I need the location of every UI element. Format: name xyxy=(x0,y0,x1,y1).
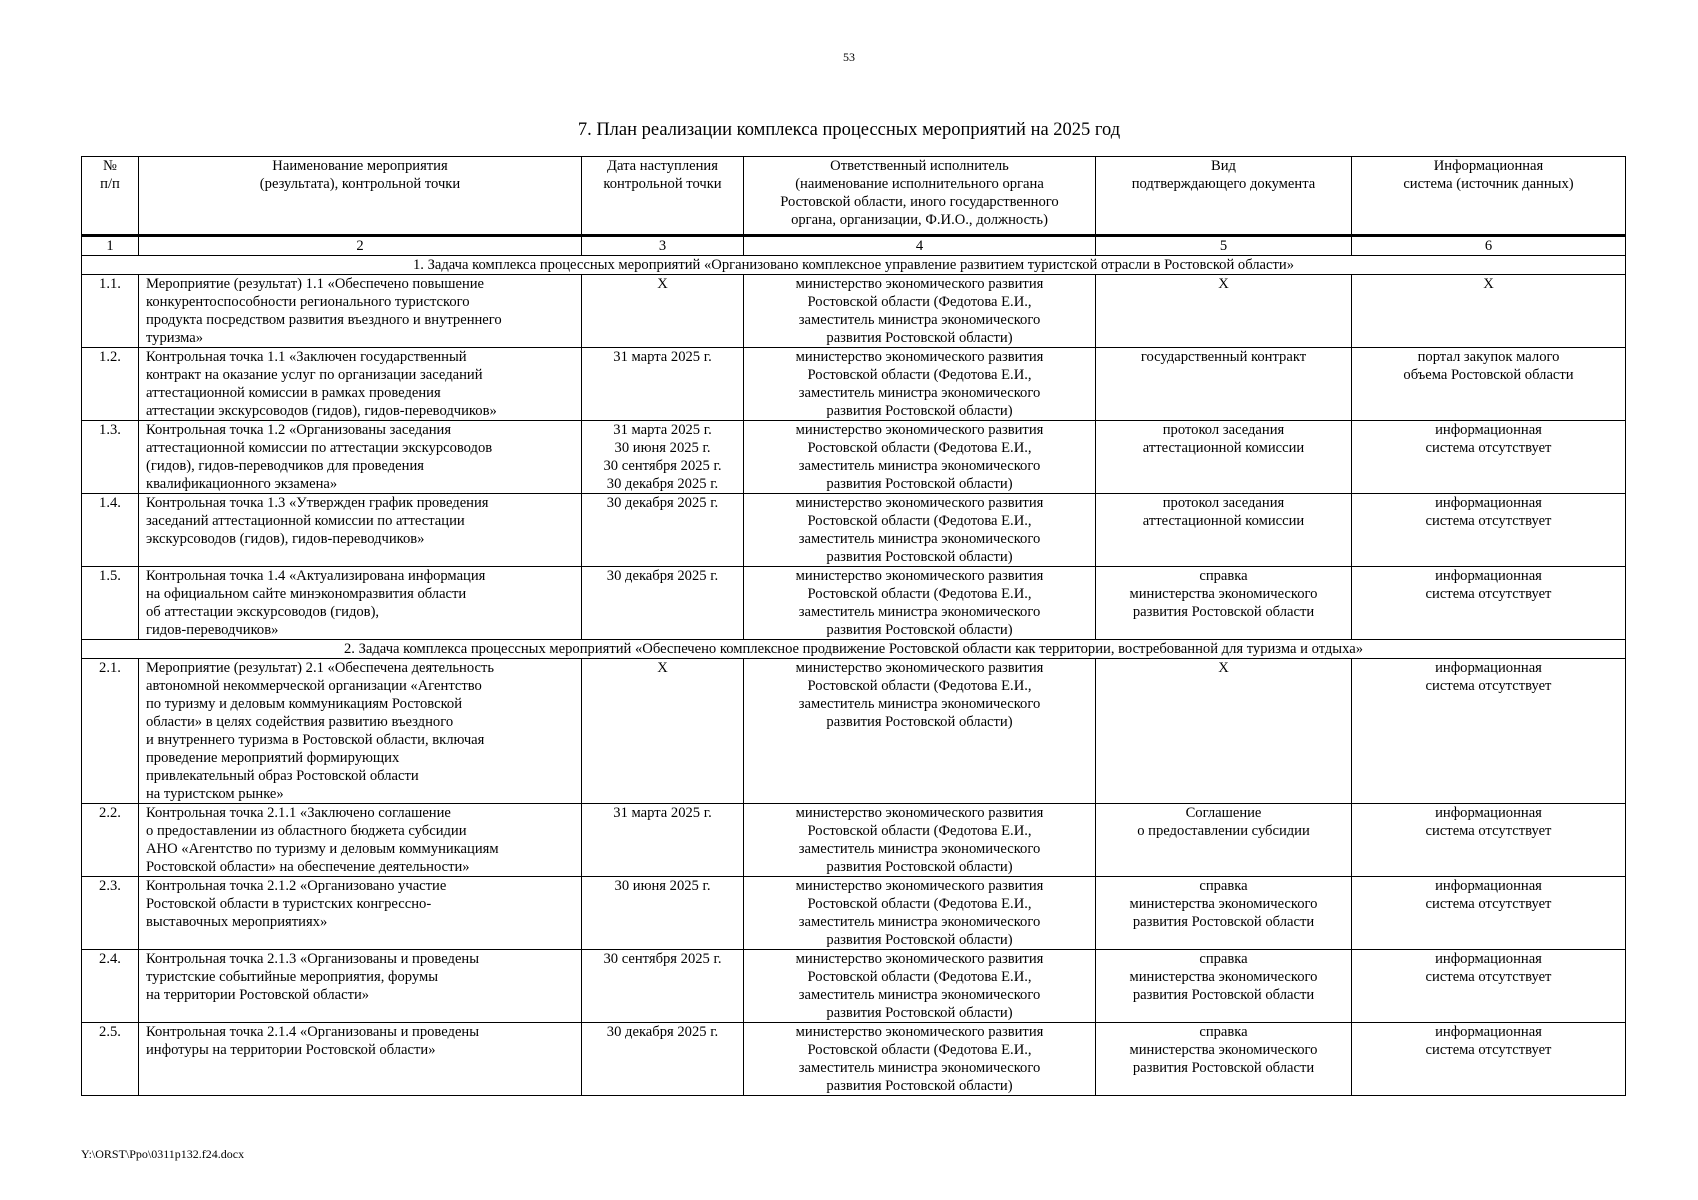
activity-name: Контрольная точка 1.1 «Заключен государственный контракт на оказание услуг по организации заседаний аттестационной комиссии в рамках проведения аттестации экскурсоводов (гидов), гидов-переводчиков» xyxy=(139,348,582,421)
activity-name: Мероприятие (результат) 2.1 «Обеспечена деятельность автономной некоммерческой организации «Агентство по туризму и деловым коммуникациям Ростовской области» в целях содействия развитию въездного и внутреннего туризма в Ростовской области, включая проведение мероприятий формирующих привлекательный образ Ростовской области на туристском рынке» xyxy=(139,659,582,804)
activity-name: Контрольная точка 1.4 «Актуализирована информация на официальном сайте минэкономразвития области об аттестации экскурсоводов (гидов), гидов-переводчиков» xyxy=(139,567,582,640)
column-number-row xyxy=(82,236,1626,256)
row-number: 2.2. xyxy=(82,804,139,877)
activity-name: Контрольная точка 2.1.2 «Организовано участие Ростовской области в туристских конгрессно- выставочных мероприятиях» xyxy=(139,877,582,950)
control-date: 31 марта 2025 г. xyxy=(582,804,744,877)
confirming-document: протокол заседания аттестационной комиссии xyxy=(1096,494,1352,567)
information-system: информационная система отсутствует xyxy=(1352,877,1626,950)
table-row xyxy=(82,950,1626,1023)
confirming-document: протокол заседания аттестационной комиссии xyxy=(1096,421,1352,494)
control-date: 30 декабря 2025 г. xyxy=(582,494,744,567)
responsible-executor: министерство экономического развития Ростовской области (Федотова Е.И., заместитель министра экономического развития Ростовской области) xyxy=(744,950,1096,1023)
footer-file-path: Y:\ORST\Ppo\0311p132.f24.docx xyxy=(81,1147,245,1161)
responsible-executor: министерство экономического развития Ростовской области (Федотова Е.И., заместитель министра экономического развития Ростовской области) xyxy=(744,804,1096,877)
confirming-document: X xyxy=(1096,275,1352,348)
column-header: Ответственный исполнитель (наименование исполнительного органа Ростовской области, иного государственного органа, организации, Ф.И.О., должность) xyxy=(744,157,1096,236)
confirming-document: государственный контракт xyxy=(1096,348,1352,421)
activity-name: Контрольная точка 2.1.4 «Организованы и проведены инфотуры на территории Ростовской области» xyxy=(139,1023,582,1096)
row-number: 2.4. xyxy=(82,950,139,1023)
document-title: 7. План реализации комплекса процессных мероприятий на 2025 год xyxy=(577,120,1121,140)
information-system: информационная система отсутствует xyxy=(1352,567,1626,640)
row-number: 1.1. xyxy=(82,275,139,348)
responsible-executor: министерство экономического развития Ростовской области (Федотова Е.И., заместитель министра экономического развития Ростовской области) xyxy=(744,567,1096,640)
information-system: информационная система отсутствует xyxy=(1352,659,1626,804)
table-row xyxy=(82,421,1626,494)
table-row xyxy=(82,1023,1626,1096)
control-date: 30 декабря 2025 г. xyxy=(582,567,744,640)
information-system: информационная система отсутствует xyxy=(1352,421,1626,494)
information-system: информационная система отсутствует xyxy=(1352,950,1626,1023)
activity-name: Контрольная точка 1.2 «Организованы заседания аттестационной комиссии по аттестации экскурсоводов (гидов), гидов-переводчиков для проведения квалификационного экзамена» xyxy=(139,421,582,494)
task-heading-row xyxy=(82,256,1626,275)
confirming-document: справка министерства экономического развития Ростовской области xyxy=(1096,877,1352,950)
plan-table-body xyxy=(82,157,1626,1096)
table-row xyxy=(82,348,1626,421)
column-header: Информационная система (источник данных) xyxy=(1352,157,1626,236)
column-number: 6 xyxy=(1352,236,1626,256)
column-number: 4 xyxy=(744,236,1096,256)
responsible-executor: министерство экономического развития Ростовской области (Федотова Е.И., заместитель министра экономического развития Ростовской области) xyxy=(744,659,1096,804)
task-heading-row xyxy=(82,640,1626,659)
row-number: 1.4. xyxy=(82,494,139,567)
control-date: 31 марта 2025 г. xyxy=(582,348,744,421)
confirming-document: справка министерства экономического развития Ростовской области xyxy=(1096,1023,1352,1096)
table-row xyxy=(82,275,1626,348)
information-system: X xyxy=(1352,275,1626,348)
page-number: 53 xyxy=(843,50,855,64)
confirming-document: справка министерства экономического развития Ростовской области xyxy=(1096,950,1352,1023)
task-heading: 2. Задача комплекса процессных мероприятий «Обеспечено комплексное продвижение Ростовской области как территории, востребованной для туризма и отдыха» xyxy=(82,640,1626,659)
responsible-executor: министерство экономического развития Ростовской области (Федотова Е.И., заместитель министра экономического развития Ростовской области) xyxy=(744,275,1096,348)
control-date: 31 марта 2025 г. 30 июня 2025 г. 30 сентября 2025 г. 30 декабря 2025 г. xyxy=(582,421,744,494)
control-date: 30 сентября 2025 г. xyxy=(582,950,744,1023)
table-row xyxy=(82,877,1626,950)
column-number: 2 xyxy=(139,236,582,256)
task-heading: 1. Задача комплекса процессных мероприятий «Организовано комплексное управление развитием туристской отрасли в Ростовской области» xyxy=(82,256,1626,275)
activity-name: Мероприятие (результат) 1.1 «Обеспечено повышение конкурентоспособности регионального туристского продукта посредством развития въездного и внутреннего туризма» xyxy=(139,275,582,348)
activity-name: Контрольная точка 2.1.1 «Заключено соглашение о предоставлении из областного бюджета субсидии АНО «Агентство по туризму и деловым коммуникациям Ростовской области» на обеспечение деятельности» xyxy=(139,804,582,877)
row-number: 2.3. xyxy=(82,877,139,950)
column-header: Наименование мероприятия (результата), контрольной точки xyxy=(139,157,582,236)
table-header-row xyxy=(82,157,1626,236)
control-date: 30 декабря 2025 г. xyxy=(582,1023,744,1096)
confirming-document: Соглашение о предоставлении субсидии xyxy=(1096,804,1352,877)
table-row xyxy=(82,804,1626,877)
column-number: 3 xyxy=(582,236,744,256)
activity-name: Контрольная точка 2.1.3 «Организованы и проведены туристские событийные мероприятия, форумы на территории Ростовской области» xyxy=(139,950,582,1023)
plan-table xyxy=(81,156,1626,1096)
row-number: 2.1. xyxy=(82,659,139,804)
control-date: X xyxy=(582,275,744,348)
responsible-executor: министерство экономического развития Ростовской области (Федотова Е.И., заместитель министра экономического развития Ростовской области) xyxy=(744,1023,1096,1096)
table-row xyxy=(82,567,1626,640)
activity-name: Контрольная точка 1.3 «Утвержден график проведения заседаний аттестационной комиссии по аттестации экскурсоводов (гидов), гидов-переводчиков» xyxy=(139,494,582,567)
table-row xyxy=(82,659,1626,804)
table-row xyxy=(82,494,1626,567)
column-header: Вид подтверждающего документа xyxy=(1096,157,1352,236)
information-system: информационная система отсутствует xyxy=(1352,494,1626,567)
confirming-document: X xyxy=(1096,659,1352,804)
responsible-executor: министерство экономического развития Ростовской области (Федотова Е.И., заместитель министра экономического развития Ростовской области) xyxy=(744,494,1096,567)
responsible-executor: министерство экономического развития Ростовской области (Федотова Е.И., заместитель министра экономического развития Ростовской области) xyxy=(744,877,1096,950)
information-system: информационная система отсутствует xyxy=(1352,804,1626,877)
column-number: 5 xyxy=(1096,236,1352,256)
column-header: № п/п xyxy=(82,157,139,236)
row-number: 1.5. xyxy=(82,567,139,640)
column-number: 1 xyxy=(82,236,139,256)
responsible-executor: министерство экономического развития Ростовской области (Федотова Е.И., заместитель министра экономического развития Ростовской области) xyxy=(744,421,1096,494)
confirming-document: справка министерства экономического развития Ростовской области xyxy=(1096,567,1352,640)
information-system: информационная система отсутствует xyxy=(1352,1023,1626,1096)
column-header: Дата наступления контрольной точки xyxy=(582,157,744,236)
control-date: X xyxy=(582,659,744,804)
information-system: портал закупок малого объема Ростовской области xyxy=(1352,348,1626,421)
control-date: 30 июня 2025 г. xyxy=(582,877,744,950)
responsible-executor: министерство экономического развития Ростовской области (Федотова Е.И., заместитель министра экономического развития Ростовской области) xyxy=(744,348,1096,421)
row-number: 1.2. xyxy=(82,348,139,421)
row-number: 2.5. xyxy=(82,1023,139,1096)
row-number: 1.3. xyxy=(82,421,139,494)
